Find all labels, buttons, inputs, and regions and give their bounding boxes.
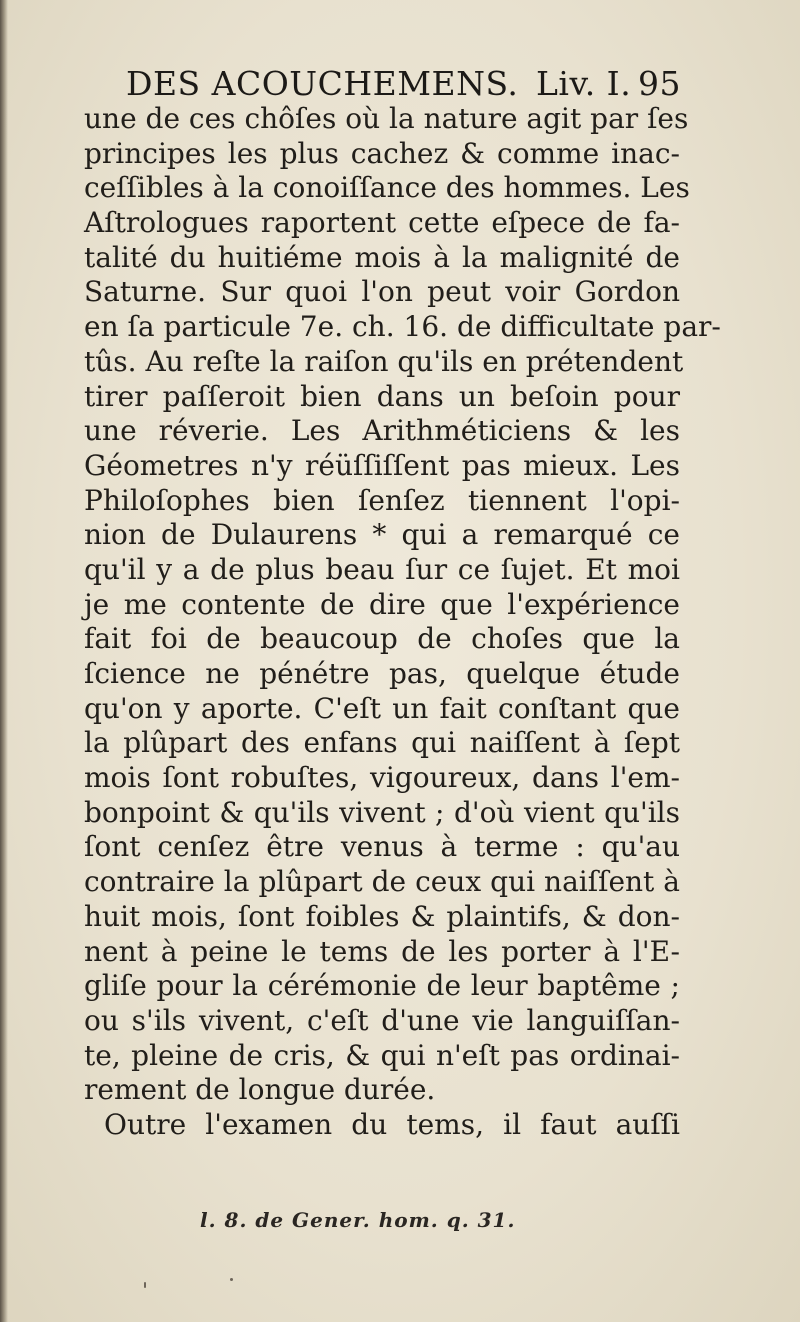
text-line: gliſe pour la cérémonie de leur baptême ; — [84, 969, 680, 1003]
paper-speck — [144, 1282, 146, 1288]
text-line: ſcience ne pénétre pas, quelque étude — [84, 657, 680, 690]
text-line: ſont cenſez être venus à terme : qu'au — [84, 830, 680, 864]
footnote: l. 8. de Gener. hom. q. 31. — [200, 1208, 516, 1232]
text-line: Philoſophes bien ſenſez tiennent l'opi- — [84, 483, 680, 517]
text-line: mois ſont robuſtes, vigoureux, dans l'em- — [84, 761, 680, 795]
text-line: une de ces chôſes où la nature agit par ſes — [84, 102, 689, 135]
text-line: qu'il y a de plus beau ſur ce ſujet. Et moi — [84, 552, 680, 586]
text-line: fait foi de beaucoup de choſes que la — [84, 622, 680, 656]
page-number: 95 — [638, 64, 681, 103]
running-title: DES ACOUCHEMENS. — [126, 64, 519, 103]
text-line: tirer paſſeroit bien dans un beſoin pour — [84, 379, 680, 413]
text-line: en ſa particule 7e. ch. 16. de difficultate par- — [84, 310, 721, 344]
text-line: contraire la plûpart de ceux qui naiſſent à — [84, 865, 680, 899]
text-line: Aſtrologues raportent cette eſpece de fa- — [84, 206, 680, 240]
text-line: principes les plus cachez & comme inac- — [84, 136, 680, 170]
text-line: une réverie. Les Arithméticiens & les — [84, 414, 680, 448]
text-line: tûs. Au reſte la raiſon qu'ils en prétendent — [84, 344, 684, 378]
text-line-paragraph-end: rement de longue durée. — [84, 1073, 436, 1107]
text-line-paragraph-start: Outre l'examen du tems, il faut auſſi — [104, 1107, 680, 1141]
text-line: ceſſibles à la conoiſſance des hommes. Les — [84, 171, 690, 205]
text-line: bonpoint & qu'ils vivent ; d'où vient qu'ils — [84, 795, 680, 829]
page-binding-edge — [0, 0, 8, 1322]
paper-speck — [230, 1278, 233, 1281]
text-line: Géometres n'y réüſſiſſent pas mieux. Les — [84, 448, 680, 482]
text-line: talité du huitiéme mois à la malignité de — [84, 240, 680, 274]
body-text — [84, 102, 721, 1143]
text-line: huit mois, ſont foibles & plaintifs, & don- — [84, 899, 680, 933]
text-line: te, pleine de cris, & qui n'eſt pas ordinai- — [84, 1038, 680, 1072]
text-line: la plûpart des enfans qui naiſſent à ſept — [84, 726, 680, 760]
book-number: Liv. I. — [536, 64, 632, 103]
text-line: nion de Dulaurens * qui a remarqué ce — [84, 518, 680, 552]
text-line: Saturne. Sur quoi l'on peut voir Gordon — [84, 275, 680, 309]
text-line: je me contente de dire que l'expérience — [84, 587, 680, 621]
text-line: nent à peine le tems de les porter à l'E- — [84, 934, 680, 968]
text-line: qu'on y aporte. C'eſt un fait conſtant que — [84, 691, 680, 725]
text-line: ou s'ils vivent, c'eſt d'une vie languiſſan- — [84, 1003, 680, 1037]
